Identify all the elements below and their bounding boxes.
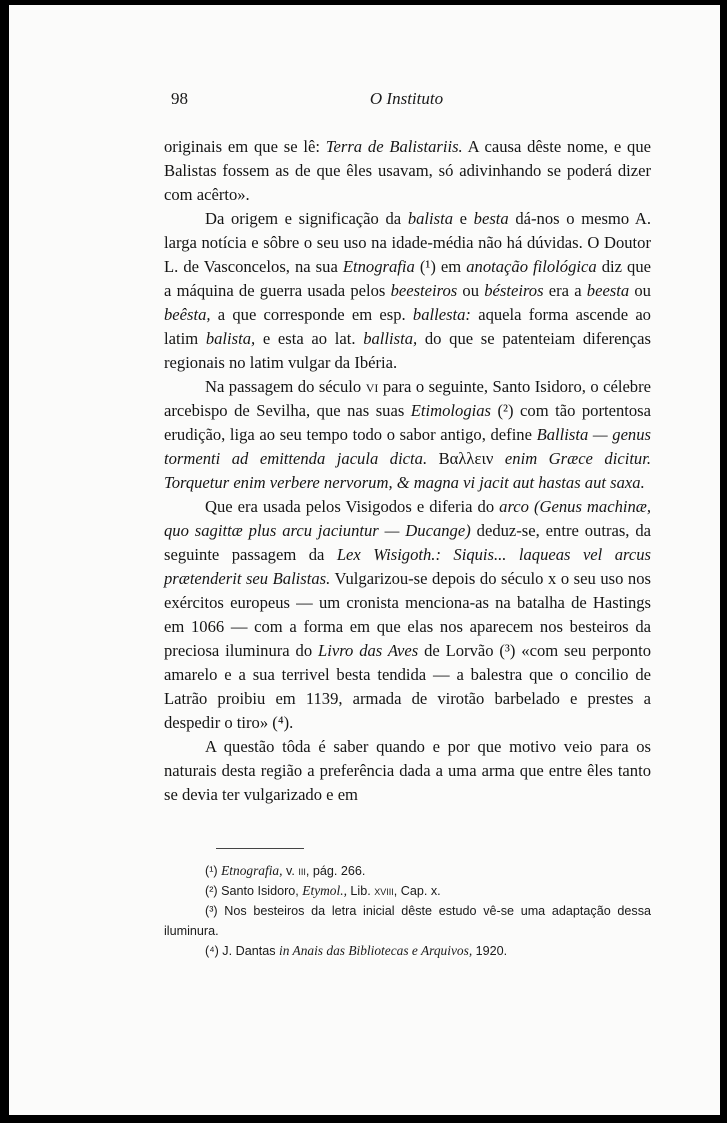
paragraph [164, 207, 651, 375]
page-number: 98 [171, 89, 188, 108]
running-title: O Instituto [369, 89, 444, 108]
italic-text: Ballista — genus tormenti ad emittenda jacula dicta. [164, 425, 651, 468]
text-run: diz que a máquina de guerra usada pelos [164, 257, 652, 300]
text-run: de Lorvão (³) «com seu perponto amarelo e a sua terrivel besta tendida — a balestra que o concilio de Latrão proibiu em 1139, armada de virotão barbelado e prestes a despedir o tiro» (⁴). [164, 641, 651, 732]
book-page [9, 5, 720, 1115]
footnote [164, 881, 651, 901]
italic-text: bésteiros [484, 281, 544, 300]
italic-text: beesta [586, 281, 630, 300]
footnotes [164, 861, 651, 961]
paragraph [164, 135, 651, 207]
text-run: Na passagem do século [205, 377, 366, 396]
text-run: (²) com tão portentosa erudição, liga ao seu tempo todo o sabor antigo, define [164, 401, 651, 444]
paragraph [164, 735, 651, 807]
italic-text: Lex Wisigoth.: Siquis... laqueas vel arcus prætenderit seu Balistas. [164, 545, 651, 588]
text-run: v. [282, 864, 299, 878]
italic-text: Etimologias [410, 401, 492, 420]
text-run: do que se patenteiam diferenças regionais no latim vulgar da Ibéria. [164, 329, 651, 372]
italic-text: enim Græce dicitur. Torquetur enim verbere nervorum, & magna vi jacit aut hastas aut saxa. [164, 449, 651, 492]
footnote-separator [216, 848, 304, 849]
text-run: aquela forma ascende ao latim [164, 305, 651, 348]
italic-text: Terra de Balistariis. [325, 137, 463, 156]
text-run: Vulgarizou-se depois do século x o seu uso nos exércitos europeus — um cronista menciona-as na batalha de Hastings em 1066 — com a forma em que elas nos aparecem nos besteiros da preciosa iluminura do [164, 569, 651, 660]
text-run: (²) Santo Isidoro, [205, 884, 303, 898]
paragraph [164, 495, 651, 735]
text-run: a que corresponde em esp. [210, 305, 413, 324]
text-run: 1920. [472, 944, 508, 958]
text-run: , Cap. x. [393, 884, 441, 898]
text-run: vi [365, 377, 379, 396]
main-text [164, 135, 651, 807]
text-run: ou [629, 281, 651, 300]
text-run: dá-nos o mesmo A. larga notícia e sôbre o seu uso na idade-média não há dúvidas. O Doutor L. de Vasconcelos, na sua [164, 209, 651, 276]
text-run: para o seguinte, Santo Isidoro, o célebre arcebispo de Sevilha, que nas suas [164, 377, 652, 420]
page-header [164, 89, 649, 113]
text-run: (³) Nos besteiros da letra inicial dêste estudo vê-se uma adaptação dessa iluminura. [164, 904, 651, 938]
text-run: Lib. [346, 884, 375, 898]
text-run: A causa dêste nome, e que Balistas fossem as de que êles usavam, só adivinhando se poderá dizer com acêrto». [164, 137, 652, 204]
text-run: era a [543, 281, 587, 300]
italic-text: balista, [205, 329, 256, 348]
text-run: , pág. 266. [305, 864, 366, 878]
italic-text: Etymol., [302, 883, 347, 898]
paragraph [164, 375, 651, 495]
text-run: (⁴) J. Dantas [205, 944, 279, 958]
text-run: originais em que se lê: [164, 137, 326, 156]
italic-text: balista [407, 209, 453, 228]
text-run: e [453, 209, 474, 228]
text-run: A questão tôda é saber quando e por que motivo veio para os naturais desta região a preferência dada a uma arma que entre êles tanto se devia ter vulgarizado e em [164, 737, 651, 804]
text-run: ou [457, 281, 485, 300]
italic-text: arco (Genus machinæ, quo sagittæ plus arcu jaciuntur — Ducange) [164, 497, 651, 540]
italic-text: beesteiros [390, 281, 458, 300]
italic-text: besta [473, 209, 509, 228]
text-run: (¹) em [414, 257, 467, 276]
text-run: e esta ao lat. [255, 329, 364, 348]
text-run: Da origem e significação da [205, 209, 408, 228]
italic-text: beêsta, [164, 305, 211, 324]
footnote [164, 861, 651, 881]
text-run: Que era usada pelos Visigodos e diferia do [205, 497, 500, 516]
italic-text: ballista, [363, 329, 418, 348]
footnote [164, 901, 651, 941]
italic-text: Livro das Aves [318, 641, 419, 660]
text-run: (¹) [205, 864, 222, 878]
italic-text: anotação filológica [466, 257, 597, 276]
text-run: deduz-se, entre outras, da seguinte passagem da [164, 521, 652, 564]
italic-text: in Anais das Bibliotecas e Arquivos, [279, 943, 473, 958]
text-run: iii [298, 864, 306, 878]
footnote [164, 941, 651, 961]
text-run: xviii [374, 884, 394, 898]
italic-text: Etnografia [342, 257, 415, 276]
text-run: Βαλλειν [427, 449, 505, 468]
italic-text: Etnografia, [221, 863, 283, 878]
italic-text: ballesta: [412, 305, 471, 324]
